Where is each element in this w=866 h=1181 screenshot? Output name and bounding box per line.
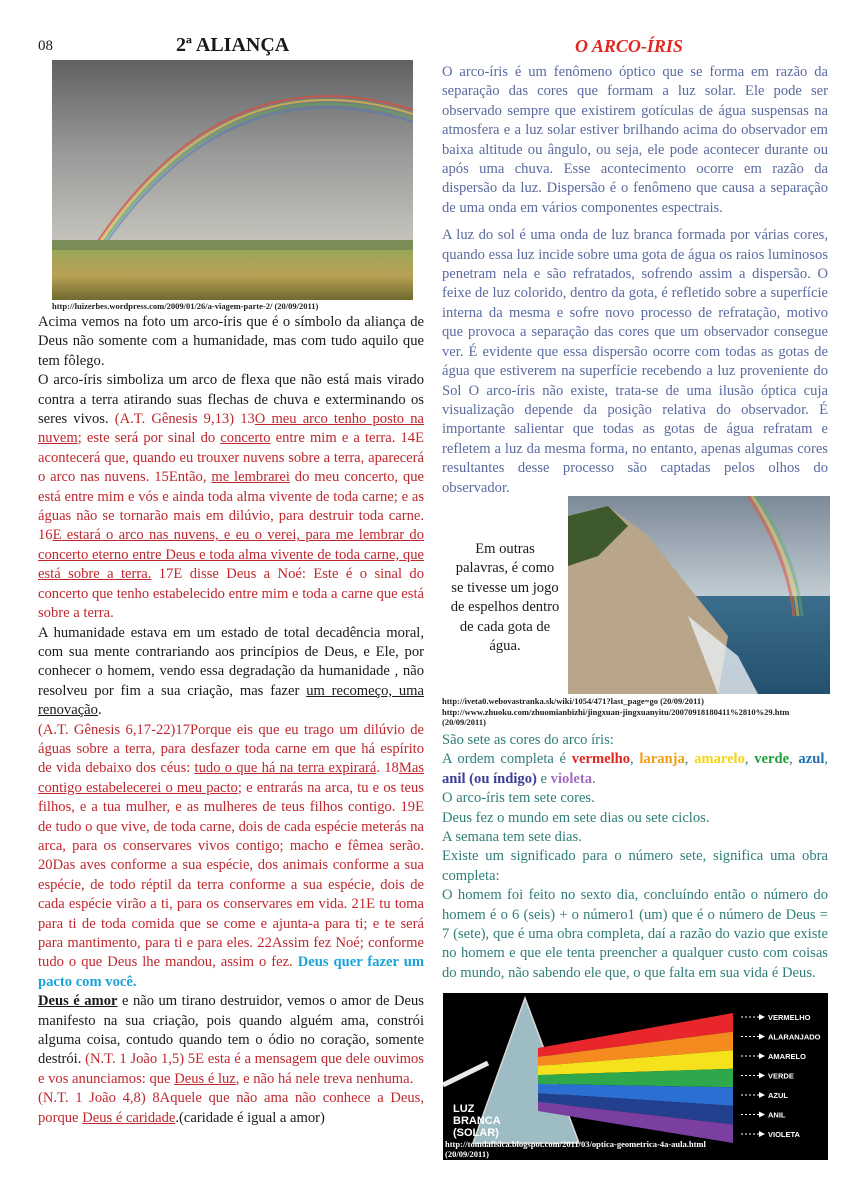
paragraph: O homem foi feito no sexto dia, concluíndo então o número do homem é o 6 (seis) + o número1 (um) que é o número de Deus = 7 (sete), que é uma obra completa, daí a razão do vazio que existe no homem e que ele tenta preencher a qualquer custo com coisas do mundo, não sabendo ele que, o que falta em sua vida é Deus. [442, 887, 828, 981]
spectrum-label: AZUL [768, 1091, 788, 1100]
text: do meu concerto, que está entre mim e vós e ainda toda alma vivente de toda carne; e as águas não se tornarão mais em dilúvio, para destruir toda carne. 16 [38, 469, 424, 544]
paragraph [38, 371, 424, 623]
underlined-text: Deus é caridade [82, 1109, 176, 1126]
arrow-head-icon [759, 1034, 765, 1040]
label-luz: LUZ [453, 1103, 475, 1115]
image-credit: http://www.zhuoku.com/zhuomianbizhi/jingxuan-jingxuanyitu/20070918180411%2810%29.htm (20/09/2011) [442, 707, 790, 727]
color-azul: azul [798, 751, 825, 768]
arrow-head-icon [759, 1112, 765, 1118]
bold-text: Deus é amor [38, 993, 118, 1010]
colors-order: A ordem completa é vermelho, laranja, amarelo, verde, azul, anil (ou índigo) e violeta. [442, 751, 829, 787]
paragraph [38, 992, 424, 1089]
prism-dispersion-illustration [443, 993, 828, 1160]
spectrum-label: VERDE [768, 1071, 794, 1081]
underlined-text: um recomeço, uma renovação [38, 682, 424, 719]
arrow-head-icon [759, 1092, 765, 1098]
white-light-label [453, 1103, 501, 1139]
arrow-head-icon [759, 1053, 765, 1059]
bible-passage: (A.T. Gênesis 6,17-22)17Porque eis que eu trago um dilúvio de águas sobre a terra, para desfazer toda carne em que há espírito de vida debaixo dos céus: [38, 721, 424, 777]
underlined-text: Mas contigo estabelecerei o meu pacto [38, 760, 424, 796]
arrow-head-icon [759, 1014, 765, 1020]
text: , e não há nele treva nenhuma. [235, 1070, 414, 1087]
prism-dispersion-image [443, 993, 828, 1160]
arrow-head-icon [759, 1073, 765, 1079]
color-vermelho: vermelho [571, 751, 631, 768]
paragraph [38, 624, 424, 721]
spectrum-label: AMARELO [768, 1052, 806, 1061]
spectrum-label: ALARANJADO [768, 1032, 821, 1042]
label-solar: (SOLAR) [453, 1127, 499, 1139]
paragraph: Existe um significado para o número sete, significa uma obra completa: [442, 848, 828, 884]
color-anil: anil (ou índigo) [442, 770, 537, 787]
text: ; e entrarás na arca, tu e os teus filhos, e a tua mulher, e as mulheres de teus filhos contigo. 19E de tudo o que vive, de toda carne, dois de cada espécie meterás na arca, para os conservares vivos contigo; macho e fêmea serão. 20Das aves conforme a sua espécie, dos animais conforme a sua espécie, de todo réptil da terra conforme a sua espécie, dois de cada espécie virão a ti, para os conservares em vida. 21E tu toma para ti de toda comida que se come e ajunta-a para ti; e te será para mantimento, para ti e para eles. 22Assim fez Noé; conforme tudo o que Deus lhe mandou, assim o fez. [38, 779, 424, 971]
bible-reference: (A.T. Gênesis 9,13) 13 [114, 411, 255, 428]
underlined-text: concerto [220, 430, 271, 447]
text: e não um tirano destruidor, vemos o amor de Deus manifesto na sua criação, pois quando alguém ama, constrói alguma coisa, contudo quando tem o ódio no coração, somente destrói. [38, 993, 424, 1068]
page-title: 2ª ALIANÇA [176, 34, 290, 56]
seven-colors-section [442, 731, 828, 983]
paragraph: A semana tem sete dias. [442, 829, 582, 846]
colors-intro: São sete as cores do arco íris: [442, 732, 614, 748]
text: O arco-íris simboliza um arco de flexa que não está mais virado contra a terra atirando suas flechas de chuva e exterminando os seres vivos. [38, 372, 424, 428]
color-verde: verde [754, 751, 790, 768]
arrow-head-icon [759, 1131, 765, 1137]
text: . [97, 702, 102, 719]
spectrum-label: VIOLETA [768, 1130, 800, 1139]
text: ; este será por sinal do [77, 430, 216, 447]
text: entre mim e a terra. 14E acontecerá que, quando eu trouxer nuvens sobre a terra, aparecerá o arco nas nuvens. 15Então, [38, 430, 425, 486]
text: A ordem completa é [442, 751, 572, 768]
paragraph: O arco-íris tem sete cores. [442, 790, 595, 807]
color-amarelo: amarelo [694, 751, 745, 768]
underlined-text: tudo o que há na terra expirará [194, 760, 377, 777]
left-column [38, 313, 424, 1128]
underlined-text: O meu arco tenho posto na nuvem [38, 411, 424, 447]
underlined-text: me lembrarei [211, 469, 290, 486]
spectrum-label: VERMELHO [768, 1013, 811, 1022]
paragraph [38, 1089, 424, 1128]
underlined-text: E estará o arco nas nuvens, e eu o verei, para me lembrar do concerto eterno entre Deus e toda alma vivente de toda carne, que está sobre a terra. [38, 527, 424, 583]
rainbow-field-photo [52, 60, 413, 300]
paragraph: Deus fez o mundo em sete dias ou sete ciclos. [442, 809, 710, 826]
right-column [442, 63, 828, 498]
paragraph [38, 721, 424, 993]
image-credit: http://tomdafisica.blogspot.com/2011/03/optica-geometrica-4a-aula.html (20/09/2011) [445, 1139, 706, 1159]
label-branca: BRANCA [453, 1115, 501, 1127]
rainbow-coast-illustration [568, 496, 830, 694]
color-violeta: violeta [550, 770, 593, 787]
paragraph: A luz do sol é uma onda de luz branca formada por várias cores, quando essa luz incide sobre uma gota de água os raios luminosos penetram nela e são refratados, sofrendo assim a dispersão. O feixe de luz colorido, dentro da gota, é refletido sobre a superfície interna da mesma e sofre novo processo de refratação, motivo que provoca a separação das cores que um observador consegue ver. É evidente que essa dispersão ocorre com todas as gotas de água que estiverem na superfície recebendo a luz proveniente do Sol O arco-íris não existe, trata-se de uma ilusão óptica cuja visualização depende da posição relativa do observador. É importante salientar que todas as gotas de água refratam e refletem a luz da mesma forma, no entanto, apenas algumas cores resultantes desse processo são captadas pelos olhos do observador. [442, 227, 828, 496]
text: 17E disse Deus a Noé: Este é o sinal do concerto que tenho estabelecido entre mim e toda a carne que está sobre a terra. [38, 566, 424, 622]
highlight-text: Deus quer fazer um pacto com você. [38, 954, 424, 990]
underlined-text: Deus é luz [174, 1070, 236, 1087]
color-laranja: laranja [639, 751, 685, 768]
section-title: O ARCO-ÍRIS [575, 36, 683, 56]
bible-reference: (N.T. 1 João 1,5) 5E esta é a mensagem que dele ouvimos e vos anunciamos: que [38, 1051, 424, 1087]
image-credit: http://iveta0.webovastranka.sk/wiki/1054/471?last_page=go (20/09/2011) [442, 696, 704, 706]
paragraph: O arco-íris é um fenômeno óptico que se forma em razão da separação das cores que formam a luz solar. Ele pode ser observado sempre que existirem gotículas de água suspensas na atmosfera e a luz solar estiver brilhando acima do observador em baixa altitude ou ângulo, ou seja, ele pode acontecer durante ou após uma chuva. Esse acontecimento ocorre em razão da dispersão da luz. Dispersão é o fenômeno que causa a separação de uma onda em vários componentes espectrais. [442, 64, 828, 216]
spectrum-label: ANIL [768, 1110, 786, 1120]
text: A humanidade estava em um estado de total decadência moral, com sua mente contrariando aos princípios de Deus, e Ele, por conhecer o homem, vendo essa degradação da humanidade , não resolveu por fim a sua criação, mas fazer [38, 624, 424, 699]
paragraph: Acima vemos na foto um arco-íris que é o símbolo da aliança de Deus não somente com a humanidade, mas com tudo aquilo que tem fôlego. [38, 314, 424, 369]
side-caption: Em outras palavras, é como se tivesse um jogo de espelhos dentro de cada gota de água. [450, 541, 560, 655]
text: . 18 [376, 760, 399, 777]
rainbow-coast-photo [568, 496, 830, 694]
page-number: 08 [38, 38, 53, 54]
bible-reference: (N.T. 1 João 4,8) 8Aquele que não ama não conhece a Deus, porque [38, 1090, 424, 1126]
image-credit: http://luizerbes.wordpress.com/2009/01/26/a-viagem-parte-2/ (20/09/2011) [52, 301, 319, 311]
rainbow-field-illustration [52, 60, 413, 300]
text: .(caridade é igual a amor) [175, 1109, 325, 1126]
